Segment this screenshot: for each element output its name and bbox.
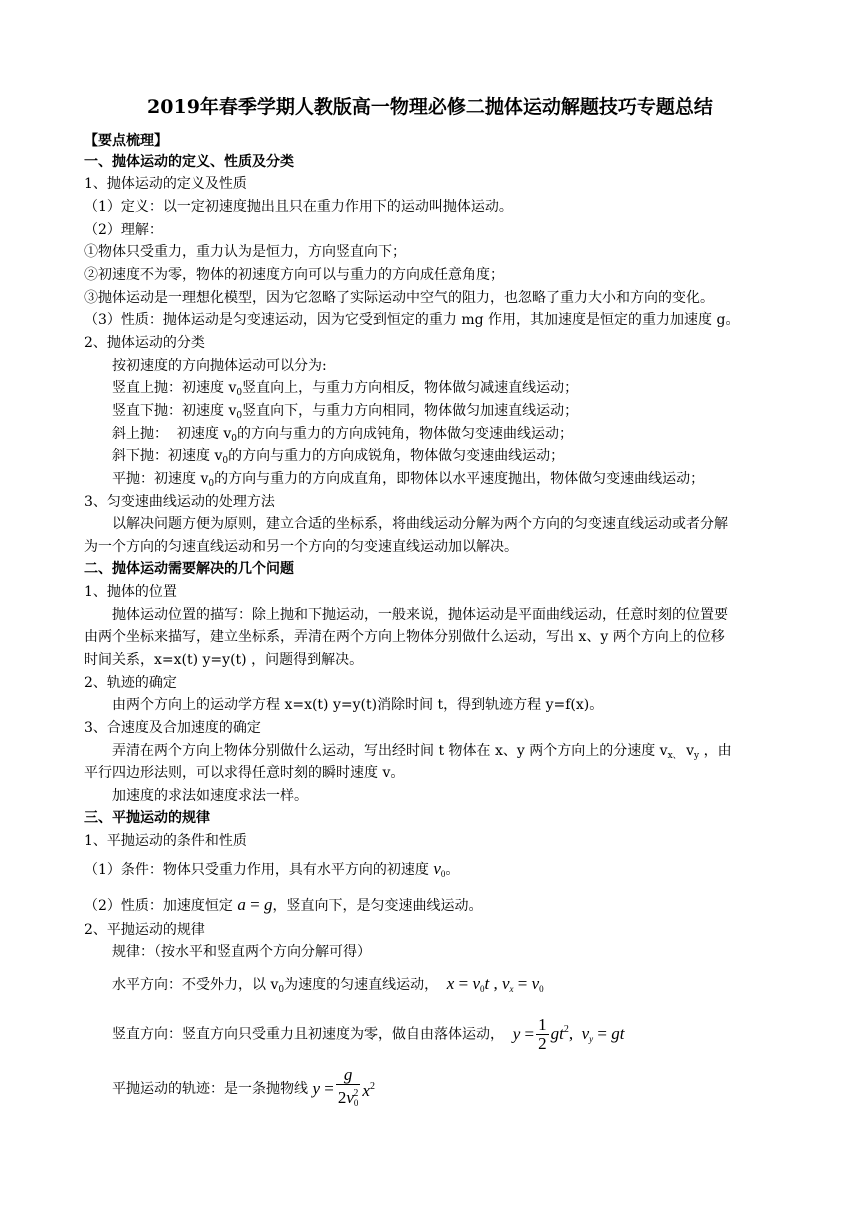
definition-text: （1）定义：以一定初速度抛出且只在重力作用下的运动叫抛体运动。 [84,199,513,215]
classification-oblique-up-b: 的方向与重力的方向成钝角，物体做匀变速曲线运动； [237,426,573,442]
classification-vertical-up [112,378,578,403]
classification-oblique-down [112,446,564,471]
velocity-line-1-b: ，由 [699,743,732,759]
section-1-sub-2: 2、抛体运动的分类 [84,335,205,351]
property-3-end: ，竖直向下，是匀变速曲线运动。 [272,898,483,914]
condition-text [84,859,459,884]
v0-subscript: 0 [222,456,229,466]
classification-horizontal [112,469,704,494]
trajectory-formula-line: 平抛运动的轨迹：是一条抛物线 y = $\frac{g}{2v_0^2}$ $x^2$ [112,1066,375,1112]
section-3-sub-1: 1、平抛运动的条件和性质 [84,833,247,849]
classification-oblique-up-a: 斜上抛： 初速度 v [112,426,232,442]
velocity-line-2: 平行四边形法则，可以求得任意时刻的瞬时速度 v。 [84,765,405,781]
trajectory-formula: y = [312,1079,334,1098]
classification-vertical-down-b: 竖直向下，与重力方向相同，物体做匀加速直线运动； [242,403,579,419]
vy-subscript: y [694,751,700,761]
section-1-sub-1: 1、抛体运动的定义及性质 [84,176,247,192]
property-3-text [84,895,482,916]
section-2-sub-1: 1、抛体的位置 [84,584,177,600]
method-line-1: 以解决问题方便为原则，建立合适的坐标系，将曲线运动分解为两个方向的匀变速直线运动或者分解 [112,516,728,532]
g-over-2v0-squared-fraction: $\frac{g}{2v_0^2}$ [337,1065,359,1108]
vertical-direction-text: 竖直方向：竖直方向只受重力且初速度为零，做自由落体运动， y = $\frac{1}{2}$ $gt^2$, $v_y$ = gt [112,1015,625,1053]
property-3-a: （2）性质：加速度恒定 [84,898,238,914]
understanding-label: （2）理解： [84,222,163,238]
trajectory-text: 由两个方向上的运动学方程 x=x(t) y=y(t)消除时间 t，得到轨迹方程 y=f(x)。 [112,697,604,713]
method-line-2: 为一个方向的匀速直线运动和另一个方向的匀变速直线运动加以解决。 [84,539,518,555]
position-line-3: 时间关系，x=x(t) y=y(t) ，问题得到解决。 [84,652,364,668]
section-1-heading: 一、抛体运动的定义、性质及分类 [84,154,294,170]
understanding-3: ③抛体运动是一理想化模型，因为它忽略了实际运动中空气的阻力，也忽略了重力大小和方向的变化。 [84,290,714,306]
vx-subscript: x、 [667,751,682,761]
classification-vertical-up-a: 竖直上抛：初速度 v [112,380,237,396]
classification-horizontal-b: 的方向与重力的方向成直角，即物体以水平速度抛出，物体做匀变速曲线运动； [214,471,705,487]
horizontal-b: 为速度的匀速直线运动， [284,977,439,993]
condition-text-end: 。 [445,862,460,878]
page-title: 2019年春季学期人教版高一物理必修二抛体运动解题技巧专题总结 [147,96,713,118]
classification-oblique-down-b: 的方向与重力的方向成锐角，物体做匀变速曲线运动； [228,448,565,464]
condition-text-a: （1）条件：物体只受重力作用，具有水平方向的初速度 [84,862,434,878]
velocity-line-1-a: 弄清在两个方向上物体分别做什么运动，写出经时间 t 物体在 x、y 两个方向上的分速度 v [112,743,668,759]
v0-subscript: 0 [236,411,243,421]
position-line-1: 抛体运动位置的描写：除上抛和下抛运动，一般来说，抛体运动是平面曲线运动，任意时刻的位置要 [112,607,728,623]
a-equals-g-formula: a = g [237,895,273,914]
horizontal-direction-text [112,974,544,1000]
v0-subscript: 0 [236,388,243,398]
classification-vertical-up-b: 竖直向上，与重力方向相反，物体做匀减速直线运动； [242,380,579,396]
vertical-formula: y = [508,1024,535,1044]
classification-oblique-down-a: 斜下抛：初速度 v [112,448,223,464]
rule-text: 规律：（按水平和竖直两个方向分解可得） [112,944,371,960]
v0-formula: $v_0$ [433,859,446,879]
acceleration-text: 加速度的求法如速度求法一样。 [112,788,308,804]
section-1-sub-3: 3、匀变速曲线运动的处理方法 [84,494,275,510]
key-points-heading: 【要点梳理】 [84,133,168,149]
vertical-text: 竖直方向：竖直方向只受重力且初速度为零，做自由落体运动， [112,1026,504,1043]
section-3-heading: 三、平抛运动的规律 [84,810,210,826]
understanding-1: ①物体只受重力，重力认为是恒力，方向竖直向下； [84,244,406,260]
horizontal-formula: $x = v_0t$ , $v_x = v_0$ [442,974,544,994]
section-2-sub-3: 3、合速度及合加速度的确定 [84,720,261,736]
classification-vertical-down [112,401,578,426]
one-half-fraction: $\frac{1}{2}$ [538,1015,547,1053]
position-line-2: 由两个坐标来描写，建立坐标系，弄清在两个方向上物体分别做什么运动，写出 x、y 两个方向上的位移 [84,629,725,645]
v0-subscript: 0 [231,434,237,444]
section-2-sub-2: 2、轨迹的确定 [84,675,177,691]
trajectory-label: 平抛运动的轨迹：是一条抛物线 [112,1081,313,1097]
classification-horizontal-a: 平抛：初速度 v [112,471,209,487]
classification-intro: 按初速度的方向抛体运动可以分为: [112,358,327,374]
v0-subscript: 0 [278,985,285,995]
v0-subscript: 0 [208,479,215,489]
property-text: （3）性质：抛体运动是匀变速运动，因为它受到恒定的重力 mg 作用，其加速度是恒定的重力加速度 g。 [84,312,740,328]
classification-vertical-down-a: 竖直下抛：初速度 v [112,403,237,419]
section-3-sub-2: 2、平抛运动的规律 [84,922,205,938]
horizontal-a: 水平方向：不受外力，以 v [112,977,279,993]
section-2-heading: 二、抛体运动需要解决的几个问题 [84,561,294,577]
velocity-line-1-mid: v [681,743,695,759]
understanding-2: ②初速度不为零，物体的初速度方向可以与重力的方向成任意角度； [84,267,504,283]
